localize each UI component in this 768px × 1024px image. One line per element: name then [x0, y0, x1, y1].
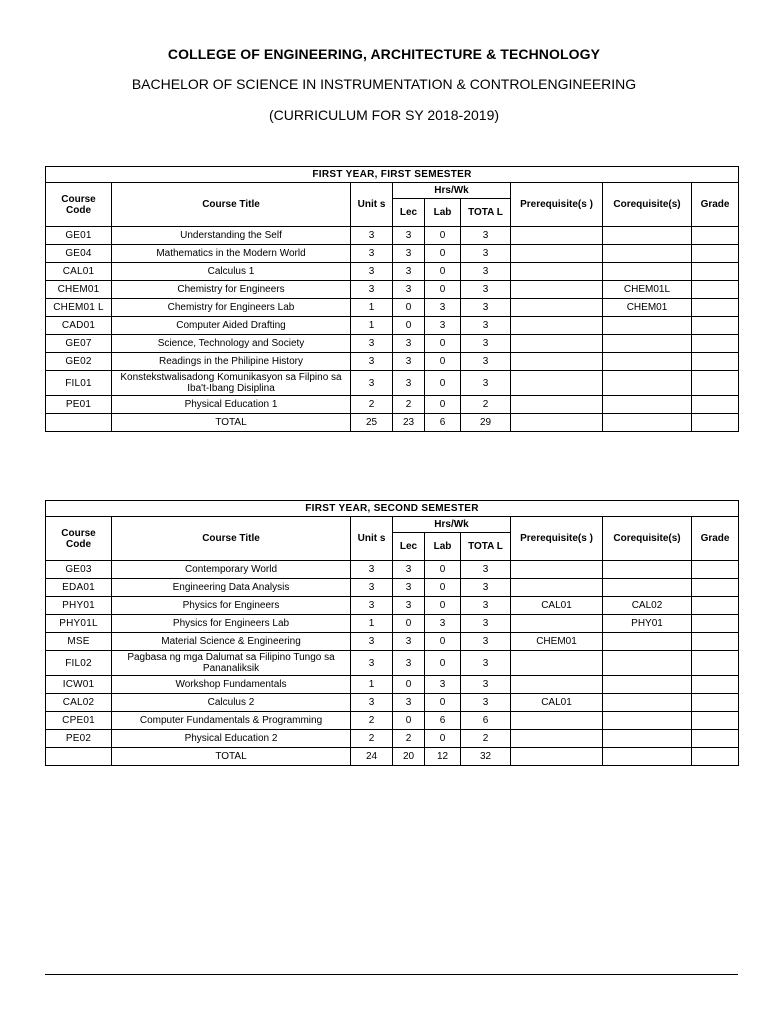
course-lec: 3 [393, 245, 425, 263]
total-hours: 29 [461, 414, 511, 432]
course-title: Computer Fundamentals & Programming [112, 712, 351, 730]
table-row [46, 579, 739, 597]
semester-title: FIRST YEAR, FIRST SEMESTER [46, 167, 739, 183]
course-title: Konstekstwalisadong Komunikasyon sa Filpino sa Iba't-Ibang Disiplina [112, 371, 351, 396]
course-grade [692, 651, 739, 676]
course-code: CAD01 [46, 317, 112, 335]
course-lec: 3 [393, 371, 425, 396]
course-lab: 0 [425, 579, 461, 597]
table-row [46, 245, 739, 263]
table-row [46, 615, 739, 633]
course-prerequisite [511, 615, 603, 633]
degree-program: BACHELOR OF SCIENCE IN INSTRUMENTATION & CONTROLENGINEERING [131, 76, 637, 92]
course-grade [692, 561, 739, 579]
course-prerequisite: CHEM01 [511, 633, 603, 651]
course-grade [692, 396, 739, 414]
table-row [46, 651, 739, 676]
course-units: 1 [351, 615, 393, 633]
total-row [46, 748, 739, 766]
col-corequisites: Corequisite(s) [603, 517, 692, 561]
course-lab: 0 [425, 694, 461, 712]
course-total: 3 [461, 317, 511, 335]
course-title: Physical Education 1 [112, 396, 351, 414]
course-code: FIL01 [46, 371, 112, 396]
course-grade [692, 597, 739, 615]
course-lec: 3 [393, 335, 425, 353]
course-title: Science, Technology and Society [112, 335, 351, 353]
col-course-title: Course Title [112, 517, 351, 561]
course-lab: 0 [425, 396, 461, 414]
col-course-code: Course Code [46, 183, 112, 227]
course-lab: 0 [425, 597, 461, 615]
course-code: GE02 [46, 353, 112, 371]
course-total: 2 [461, 730, 511, 748]
course-prerequisite [511, 396, 603, 414]
col-lec: Lec [393, 199, 425, 227]
course-lec: 3 [393, 263, 425, 281]
course-lec: 0 [393, 299, 425, 317]
course-corequisite [603, 353, 692, 371]
course-lec: 3 [393, 227, 425, 245]
curriculum-year: (CURRICULUM FOR SY 2018-2019) [268, 107, 500, 123]
col-lab: Lab [425, 199, 461, 227]
course-title: Mathematics in the Modern World [112, 245, 351, 263]
total-coreq-blank [603, 414, 692, 432]
course-grade [692, 615, 739, 633]
total-hours: 32 [461, 748, 511, 766]
course-total: 3 [461, 676, 511, 694]
course-title: Pagbasa ng mga Dalumat sa Filipino Tungo sa Pananaliksik [112, 651, 351, 676]
col-hrs-wk: Hrs/Wk [393, 517, 511, 533]
course-code: PE01 [46, 396, 112, 414]
course-title: Workshop Fundamentals [112, 676, 351, 694]
course-total: 3 [461, 651, 511, 676]
total-units: 25 [351, 414, 393, 432]
table-row [46, 730, 739, 748]
second-semester-table [45, 500, 739, 766]
course-corequisite [603, 561, 692, 579]
course-total: 3 [461, 371, 511, 396]
course-title: Calculus 2 [112, 694, 351, 712]
course-grade [692, 579, 739, 597]
course-total: 3 [461, 694, 511, 712]
course-grade [692, 633, 739, 651]
course-prerequisite [511, 335, 603, 353]
col-hrs-wk: Hrs/Wk [393, 183, 511, 199]
total-lec: 20 [393, 748, 425, 766]
col-course-title: Course Title [112, 183, 351, 227]
col-lec: Lec [393, 533, 425, 561]
course-title: Chemistry for Engineers [112, 281, 351, 299]
table-row [46, 317, 739, 335]
course-total: 3 [461, 227, 511, 245]
course-code: GE03 [46, 561, 112, 579]
course-prerequisite [511, 371, 603, 396]
course-units: 3 [351, 281, 393, 299]
course-lab: 0 [425, 353, 461, 371]
course-corequisite [603, 694, 692, 712]
table-row [46, 597, 739, 615]
course-lab: 3 [425, 317, 461, 335]
total-label: TOTAL [112, 748, 351, 766]
course-code: MSE [46, 633, 112, 651]
course-lec: 3 [393, 633, 425, 651]
course-code: CPE01 [46, 712, 112, 730]
table-row [46, 676, 739, 694]
course-corequisite [603, 579, 692, 597]
course-prerequisite [511, 579, 603, 597]
table-row [46, 263, 739, 281]
course-code: ICW01 [46, 676, 112, 694]
table-row [46, 227, 739, 245]
course-grade [692, 371, 739, 396]
total-grade-blank [692, 748, 739, 766]
total-lec: 23 [393, 414, 425, 432]
course-units: 3 [351, 597, 393, 615]
course-prerequisite [511, 712, 603, 730]
course-total: 3 [461, 615, 511, 633]
course-code: GE01 [46, 227, 112, 245]
course-lab: 0 [425, 335, 461, 353]
total-lab: 12 [425, 748, 461, 766]
course-grade [692, 281, 739, 299]
course-units: 3 [351, 371, 393, 396]
course-prerequisite [511, 299, 603, 317]
course-code: CAL01 [46, 263, 112, 281]
course-code: FIL02 [46, 651, 112, 676]
course-corequisite [603, 730, 692, 748]
col-prerequisites: Prerequisite(s ) [511, 183, 603, 227]
course-total: 3 [461, 579, 511, 597]
course-total: 3 [461, 335, 511, 353]
col-units: Unit s [351, 183, 393, 227]
table-row [46, 299, 739, 317]
course-lab: 0 [425, 227, 461, 245]
course-grade [692, 227, 739, 245]
course-code: PHY01 [46, 597, 112, 615]
course-prerequisite [511, 263, 603, 281]
course-title: Contemporary World [112, 561, 351, 579]
table-row [46, 396, 739, 414]
course-lec: 0 [393, 615, 425, 633]
course-lec: 3 [393, 694, 425, 712]
course-title: Calculus 1 [112, 263, 351, 281]
course-lec: 3 [393, 579, 425, 597]
course-units: 3 [351, 353, 393, 371]
course-total: 3 [461, 561, 511, 579]
course-prerequisite: CAL01 [511, 694, 603, 712]
course-lab: 0 [425, 281, 461, 299]
course-lec: 0 [393, 712, 425, 730]
course-units: 3 [351, 227, 393, 245]
course-units: 1 [351, 676, 393, 694]
table-row [46, 353, 739, 371]
course-lec: 3 [393, 561, 425, 579]
course-code: GE04 [46, 245, 112, 263]
total-blank [46, 414, 112, 432]
course-corequisite [603, 371, 692, 396]
course-units: 3 [351, 263, 393, 281]
course-lab: 3 [425, 615, 461, 633]
course-total: 3 [461, 597, 511, 615]
course-total: 3 [461, 353, 511, 371]
course-total: 3 [461, 245, 511, 263]
course-units: 2 [351, 396, 393, 414]
course-corequisite [603, 396, 692, 414]
course-lec: 3 [393, 597, 425, 615]
course-grade [692, 353, 739, 371]
course-lab: 6 [425, 712, 461, 730]
total-grade-blank [692, 414, 739, 432]
course-grade [692, 694, 739, 712]
course-lec: 2 [393, 730, 425, 748]
course-lab: 0 [425, 651, 461, 676]
course-title: Engineering Data Analysis [112, 579, 351, 597]
course-lab: 0 [425, 633, 461, 651]
course-grade [692, 317, 739, 335]
course-corequisite: CAL02 [603, 597, 692, 615]
course-grade [692, 712, 739, 730]
course-lab: 3 [425, 676, 461, 694]
course-corequisite [603, 263, 692, 281]
col-units: Unit s [351, 517, 393, 561]
course-grade [692, 299, 739, 317]
col-grade: Grade [692, 183, 739, 227]
col-prerequisites: Prerequisite(s ) [511, 517, 603, 561]
course-prerequisite [511, 227, 603, 245]
course-corequisite [603, 676, 692, 694]
table-row [46, 712, 739, 730]
col-course-code: Course Code [46, 517, 112, 561]
course-corequisite [603, 245, 692, 263]
total-prereq-blank [511, 748, 603, 766]
course-title: Physics for Engineers Lab [112, 615, 351, 633]
first-semester-table [45, 166, 739, 432]
total-label: TOTAL [112, 414, 351, 432]
course-prerequisite [511, 730, 603, 748]
course-prerequisite [511, 676, 603, 694]
course-corequisite [603, 227, 692, 245]
course-units: 3 [351, 561, 393, 579]
course-code: EDA01 [46, 579, 112, 597]
course-corequisite: CHEM01 [603, 299, 692, 317]
course-prerequisite: CAL01 [511, 597, 603, 615]
course-units: 1 [351, 317, 393, 335]
course-total: 3 [461, 281, 511, 299]
col-total: TOTA L [461, 199, 511, 227]
course-title: Readings in the Philipine History [112, 353, 351, 371]
course-lab: 0 [425, 561, 461, 579]
course-lab: 0 [425, 371, 461, 396]
total-blank [46, 748, 112, 766]
course-corequisite [603, 712, 692, 730]
course-lab: 0 [425, 245, 461, 263]
semester-title: FIRST YEAR, SECOND SEMESTER [46, 501, 739, 517]
course-units: 3 [351, 651, 393, 676]
course-prerequisite [511, 245, 603, 263]
course-units: 2 [351, 712, 393, 730]
course-title: Physics for Engineers [112, 597, 351, 615]
table-row [46, 633, 739, 651]
course-lec: 3 [393, 281, 425, 299]
table-row [46, 281, 739, 299]
course-lab: 0 [425, 730, 461, 748]
table-row [46, 561, 739, 579]
course-title: Computer Aided Drafting [112, 317, 351, 335]
course-corequisite: PHY01 [603, 615, 692, 633]
course-lec: 0 [393, 317, 425, 335]
course-code: PE02 [46, 730, 112, 748]
total-lab: 6 [425, 414, 461, 432]
course-lec: 0 [393, 676, 425, 694]
total-row [46, 414, 739, 432]
course-code: PHY01L [46, 615, 112, 633]
total-prereq-blank [511, 414, 603, 432]
course-units: 2 [351, 730, 393, 748]
college-name: COLLEGE OF ENGINEERING, ARCHITECTURE & TECHNOLOGY [167, 46, 601, 62]
footer-divider [45, 974, 738, 975]
course-units: 3 [351, 245, 393, 263]
course-corequisite [603, 633, 692, 651]
course-code: CHEM01 [46, 281, 112, 299]
course-total: 3 [461, 299, 511, 317]
col-grade: Grade [692, 517, 739, 561]
course-title: Chemistry for Engineers Lab [112, 299, 351, 317]
course-grade [692, 245, 739, 263]
course-code: CHEM01 L [46, 299, 112, 317]
table-row [46, 335, 739, 353]
course-prerequisite [511, 317, 603, 335]
course-prerequisite [511, 561, 603, 579]
course-title: Understanding the Self [112, 227, 351, 245]
course-corequisite [603, 335, 692, 353]
course-lec: 3 [393, 651, 425, 676]
total-coreq-blank [603, 748, 692, 766]
course-prerequisite [511, 281, 603, 299]
course-code: CAL02 [46, 694, 112, 712]
col-total: TOTA L [461, 533, 511, 561]
course-prerequisite [511, 651, 603, 676]
course-grade [692, 263, 739, 281]
course-corequisite [603, 651, 692, 676]
course-prerequisite [511, 353, 603, 371]
col-lab: Lab [425, 533, 461, 561]
course-title: Physical Education 2 [112, 730, 351, 748]
course-lab: 3 [425, 299, 461, 317]
course-units: 3 [351, 335, 393, 353]
course-units: 3 [351, 633, 393, 651]
total-units: 24 [351, 748, 393, 766]
course-total: 3 [461, 633, 511, 651]
course-lab: 0 [425, 263, 461, 281]
course-total: 3 [461, 263, 511, 281]
course-code: GE07 [46, 335, 112, 353]
course-units: 3 [351, 579, 393, 597]
course-title: Material Science & Engineering [112, 633, 351, 651]
course-lec: 3 [393, 353, 425, 371]
course-units: 1 [351, 299, 393, 317]
course-lec: 2 [393, 396, 425, 414]
table-row [46, 694, 739, 712]
course-grade [692, 335, 739, 353]
col-corequisites: Corequisite(s) [603, 183, 692, 227]
course-total: 6 [461, 712, 511, 730]
course-grade [692, 730, 739, 748]
course-corequisite: CHEM01L [603, 281, 692, 299]
course-units: 3 [351, 694, 393, 712]
course-grade [692, 676, 739, 694]
course-total: 2 [461, 396, 511, 414]
table-row [46, 371, 739, 396]
course-corequisite [603, 317, 692, 335]
